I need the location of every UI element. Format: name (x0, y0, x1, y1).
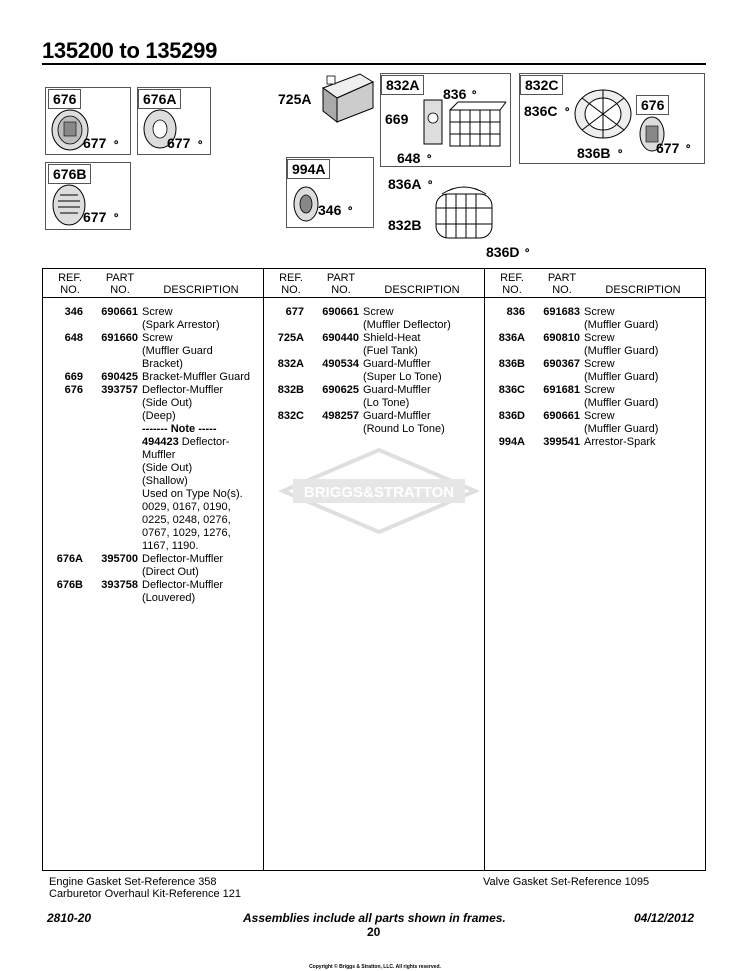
screw-icon: ⚬ (346, 204, 355, 215)
description-detail: (Super Lo Tone) (363, 371, 442, 383)
note-detail: Muffler (142, 449, 176, 461)
part-number: 490534 (322, 358, 359, 370)
part-description: Screw (142, 306, 173, 318)
screw-icon: ⚬ (563, 105, 572, 116)
label-676: 676 (48, 89, 81, 109)
label-677-b: 677 (167, 135, 191, 151)
screw-icon: ⚬ (112, 138, 121, 149)
description-detail: (Fuel Tank) (363, 345, 418, 357)
note-detail: 1167, 1190. (142, 540, 199, 552)
column-3-rows (485, 306, 707, 449)
part-number: 690367 (543, 358, 580, 370)
part-number: 393757 (101, 384, 138, 396)
part-description: Screw (584, 358, 615, 370)
label-677-c: 677 (83, 209, 107, 225)
header-part: PART NO. (105, 272, 135, 296)
part-description: Screw (584, 306, 615, 318)
label-832b: 832B (388, 217, 422, 233)
ref-number: 676A (56, 553, 83, 565)
description-detail: (Deep) (142, 410, 176, 422)
label-836b: 836B (577, 145, 611, 161)
table-row (264, 384, 484, 397)
footer-doc-number: 2810-20 (47, 911, 92, 925)
part-description: Arrestor-Spark (584, 436, 656, 448)
description-detail: (Lo Tone) (363, 397, 410, 409)
part-description: Deflector-Muffler (142, 579, 224, 591)
footer-page-number: 20 (367, 925, 381, 939)
part-number: 690440 (322, 332, 359, 344)
description-detail: (Direct Out) (142, 566, 199, 578)
ref-number: 994A (498, 436, 525, 448)
header-description: DESCRIPTION (384, 284, 460, 296)
ref-number: 836 (506, 306, 525, 318)
ref-number: 832C (277, 410, 304, 422)
parts-diagram (0, 0, 750, 265)
muffler-guard-832c-drawing (570, 82, 636, 144)
part-number: 399541 (543, 436, 580, 448)
screw-icon: ⚬ (523, 246, 532, 257)
ref-number: 836B (498, 358, 525, 370)
table-row (264, 332, 484, 345)
part-description: Guard-Muffler (363, 410, 431, 422)
screw-icon: ⚬ (684, 142, 693, 153)
label-648: 648 (397, 150, 421, 166)
header-description: DESCRIPTION (163, 284, 239, 296)
screw-icon: ⚬ (616, 147, 625, 158)
table-row (43, 371, 263, 384)
part-number: 690810 (543, 332, 580, 344)
part-number: 691660 (101, 332, 138, 344)
description-detail: (Muffler Guard) (584, 319, 659, 331)
part-number: 393758 (101, 579, 138, 591)
note-detail: (Shallow) (142, 475, 188, 487)
column-1-rows (43, 306, 263, 605)
header-ref: REF. NO. (279, 272, 303, 296)
note-detail: 0767, 1029, 1276, (142, 527, 231, 539)
table-row (43, 579, 263, 592)
table-row (43, 306, 263, 319)
description-detail: (Side Out) (142, 397, 193, 409)
header-part: PART NO. (547, 272, 577, 296)
part-description: Screw (584, 384, 615, 396)
description-detail: (Muffler Guard) (584, 371, 659, 383)
description-detail: (Round Lo Tone) (363, 423, 445, 435)
ref-number: 836D (498, 410, 525, 422)
label-832a: 832A (381, 75, 424, 95)
ref-number: 832B (277, 384, 304, 396)
footer-date: 04/12/2012 (634, 911, 695, 925)
part-description: Deflector-Muffler (142, 384, 224, 396)
part-description: Shield-Heat (363, 332, 421, 344)
label-676b: 676B (48, 164, 91, 184)
label-836a: 836A (388, 176, 422, 192)
part-number: 690661 (543, 410, 580, 422)
heat-shield-drawing (315, 66, 380, 126)
part-number: 690625 (322, 384, 359, 396)
label-836d: 836D (486, 244, 520, 260)
note-part-row (43, 436, 263, 449)
part-description: Screw (142, 332, 173, 344)
part-number: 690661 (322, 306, 359, 318)
muffler-guard-832b-drawing (428, 182, 503, 246)
table-row (43, 332, 263, 345)
part-number: 690425 (101, 371, 138, 383)
label-346: 346 (318, 202, 342, 218)
part-number: 691683 (543, 306, 580, 318)
description-detail: (Muffler Guard) (584, 345, 659, 357)
part-description: Screw (584, 332, 615, 344)
ref-number: 346 (64, 306, 83, 318)
description-detail: (Spark Arrestor) (142, 319, 220, 331)
label-676-right: 676 (636, 95, 669, 115)
table-column-3 (485, 269, 707, 870)
table-row (43, 384, 263, 397)
ref-number: 725A (277, 332, 304, 344)
table-row (485, 410, 707, 423)
screw-icon: ⚬ (112, 211, 121, 222)
label-676a: 676A (138, 89, 181, 109)
table-row (264, 410, 484, 423)
note-detail: 0029, 0167, 0190, (142, 501, 231, 513)
label-677-a: 677 (83, 135, 107, 151)
part-number: 498257 (322, 410, 359, 422)
table-row (264, 358, 484, 371)
table-row (485, 306, 707, 319)
part-description: Bracket-Muffler Guard (142, 371, 251, 383)
table-row (43, 553, 263, 566)
screw-icon: ⚬ (196, 138, 205, 149)
part-number: 395700 (101, 553, 138, 565)
table-row (485, 436, 707, 449)
label-836: 836 (443, 86, 467, 102)
ref-number: 677 (285, 306, 304, 318)
table-column-2 (264, 269, 484, 870)
footnote-valve-gasket: Valve Gasket Set-Reference 1095 (483, 876, 650, 888)
page-title: 135200 to 135299 (42, 38, 218, 63)
ref-number: 836C (498, 384, 525, 396)
ref-number: 676 (64, 384, 83, 396)
header-ref: REF. NO. (58, 272, 82, 296)
table-column-1 (43, 269, 263, 870)
ref-number: 676B (56, 579, 83, 591)
table-row (485, 332, 707, 345)
label-994a: 994A (287, 159, 330, 179)
watermark-text: BRIGGS&STRATTON (303, 484, 455, 501)
table-row (485, 358, 707, 371)
note-detail: Used on Type No(s). (142, 488, 243, 500)
briggs-stratton-watermark (279, 446, 479, 536)
note-heading: ------- Note ----- (142, 423, 217, 435)
label-725a: 725A (278, 91, 312, 107)
part-description: Screw (584, 410, 615, 422)
copyright-notice: Copyright © Briggs & Stratton, LLC. All rights reserved. (309, 964, 441, 970)
label-669: 669 (385, 111, 409, 127)
footnote-engine-gasket: Engine Gasket Set-Reference 358 (49, 876, 217, 888)
ref-number: 648 (64, 332, 83, 344)
note-part-description: Deflector- (178, 436, 230, 448)
screw-icon: ⚬ (426, 178, 435, 189)
column-2-rows (264, 306, 484, 436)
ref-number: 836A (498, 332, 525, 344)
screw-icon: ⚬ (425, 152, 434, 163)
description-detail: (Muffler Guard) (584, 423, 659, 435)
parts-table (42, 268, 706, 871)
header-ref: REF. NO. (500, 272, 524, 296)
note-part-number: 494423 (142, 436, 179, 448)
part-description: Deflector-Muffler (142, 553, 224, 565)
part-description: Guard-Muffler (363, 384, 431, 396)
table-row (264, 306, 484, 319)
header-part: PART NO. (326, 272, 356, 296)
muffler-guard-832a-drawing (412, 96, 507, 158)
ref-number: 832A (277, 358, 304, 370)
footnote-carburetor-kit: Carburetor Overhaul Kit-Reference 121 (49, 888, 241, 900)
part-number: 690661 (101, 306, 138, 318)
screw-icon: ⚬ (470, 88, 479, 99)
note-detail: (Side Out) (142, 462, 193, 474)
header-description: DESCRIPTION (605, 284, 681, 296)
ref-number: 669 (64, 371, 83, 383)
part-description: Screw (363, 306, 394, 318)
label-832c: 832C (520, 75, 563, 95)
part-number: 691681 (543, 384, 580, 396)
label-836c: 836C (524, 103, 558, 119)
label-677-d: 677 (656, 140, 680, 156)
description-detail: (Muffler Guard) (584, 397, 659, 409)
description-detail: (Louvered) (142, 592, 196, 604)
note-detail: 0225, 0248, 0276, (142, 514, 231, 526)
description-detail: (Muffler Guard (142, 345, 213, 357)
part-description: Guard-Muffler (363, 358, 431, 370)
table-row (485, 384, 707, 397)
description-detail: Bracket) (142, 358, 183, 370)
footer-assemblies-note: Assemblies include all parts shown in frames. (243, 911, 506, 925)
description-detail: (Muffler Deflector) (363, 319, 451, 331)
